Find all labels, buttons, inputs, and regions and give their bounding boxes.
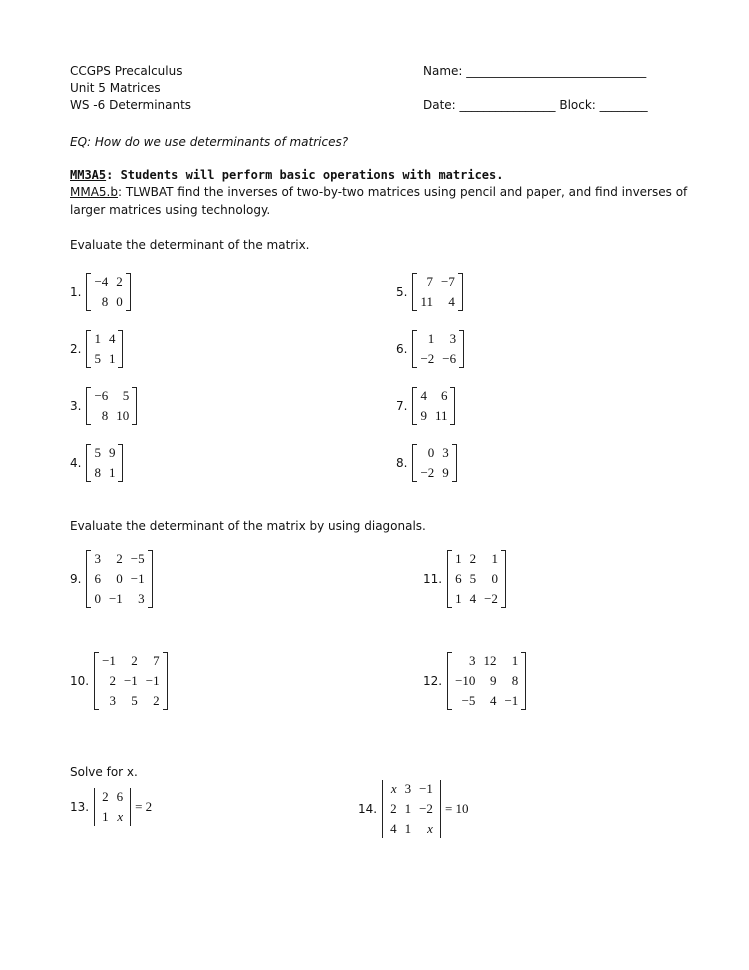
matrix-entry: 8: [94, 465, 101, 480]
standard-1-text: : Students will perform basic operations with matrices.: [106, 168, 504, 182]
matrix-entry: −2: [420, 465, 435, 480]
matrix-entry: 12: [483, 653, 497, 668]
problem-14: [358, 779, 469, 839]
matrix-entry: 6: [440, 388, 448, 403]
matrix-entry: 4: [469, 591, 477, 606]
matrix-entry: −10: [455, 673, 476, 688]
course-title: CCGPS Precalculus: [70, 64, 183, 78]
matrix-entry: 2: [153, 693, 160, 708]
matrix-entry: 2: [469, 551, 477, 566]
matrix-entry: 11: [420, 294, 433, 309]
matrix: [86, 386, 137, 426]
worksheet-title: WS -6 Determinants: [70, 98, 192, 112]
name-line: Name: ______________________________: [423, 64, 647, 78]
matrix-entry: −6: [442, 351, 457, 366]
standard-2-code: MMA5.b: [70, 185, 118, 199]
section-3-instructions: Solve for x.: [70, 765, 138, 779]
problem-13: [70, 787, 152, 827]
matrix-entry: 1: [455, 551, 462, 566]
matrix-entry: 4: [489, 693, 497, 708]
matrix-entry: 9: [442, 465, 449, 480]
equation-rhs: = 2: [135, 799, 153, 814]
matrix-entry: 11: [434, 408, 448, 423]
matrix: [86, 329, 123, 369]
matrix-entry: 3: [404, 781, 412, 796]
matrix-entry: −1: [123, 673, 138, 688]
matrix-entry: −1: [108, 591, 123, 606]
problem-11: [423, 549, 506, 609]
standard-2-text: : TLWBAT find the inverses of two-by-two matrices using pencil and paper, and find inverses of: [117, 185, 688, 199]
matrix-entry: 7: [153, 653, 160, 668]
matrix: [86, 272, 130, 312]
matrix-entry: −1: [145, 673, 160, 688]
matrix-entry: 2: [390, 801, 397, 816]
matrix-entry: 3: [468, 653, 476, 668]
matrix-entry: −1: [130, 571, 145, 586]
matrix-entry: 2: [131, 653, 138, 668]
problem-7: [396, 386, 455, 426]
header-left: [70, 63, 191, 114]
matrix-entry: 0: [491, 571, 498, 586]
matrix-entry: x: [117, 809, 124, 824]
matrix-entry: 2: [102, 789, 109, 804]
problem-number: 11.: [423, 572, 443, 586]
problem-number: 1.: [70, 285, 82, 299]
matrix-entry: −7: [440, 274, 455, 289]
matrix-entry: 0: [427, 445, 435, 460]
matrix-entry: 4: [420, 388, 427, 403]
matrix: [412, 272, 462, 312]
matrix-entry: 10: [116, 408, 130, 423]
problem-number: 3.: [70, 399, 82, 413]
standard-2: [70, 185, 687, 199]
problem-number: 9.: [70, 572, 82, 586]
matrix: [412, 386, 455, 426]
problem-number: 13.: [70, 800, 90, 814]
problem-2: [70, 329, 123, 369]
matrix-entry: 1: [102, 809, 109, 824]
matrix-entry: 1: [511, 653, 519, 668]
matrix-entry: 1: [404, 801, 412, 816]
matrix-entry: 3: [442, 445, 449, 460]
problem-number: 12.: [423, 674, 443, 688]
problem-1: [70, 272, 131, 312]
matrix-entry: 4: [390, 821, 397, 836]
determinant: [94, 787, 131, 827]
matrix-entry: 5: [122, 388, 130, 403]
matrix-entry: 8: [511, 673, 519, 688]
matrix-entry: 0: [94, 591, 101, 606]
problem-number: 14.: [358, 802, 378, 816]
matrix-entry: 1: [404, 821, 412, 836]
matrix-entry: 6: [116, 789, 124, 804]
problem-number: 7.: [396, 399, 408, 413]
matrix-entry: 4: [448, 294, 455, 309]
matrix: [447, 651, 526, 711]
matrix-entry: −1: [419, 781, 433, 796]
matrix-entry: 4: [108, 331, 116, 346]
problem-number: 8.: [396, 456, 408, 470]
matrix-entry: 8: [101, 408, 109, 423]
matrix: [86, 549, 152, 609]
matrix-entry: 3: [109, 693, 116, 708]
problem-6: [396, 329, 464, 369]
matrix-entry: 8: [101, 294, 109, 309]
matrix-entry: −6: [94, 388, 109, 403]
problem-12: [423, 651, 526, 711]
matrix-entry: 1: [455, 591, 462, 606]
matrix-entry: 5: [469, 571, 477, 586]
matrix-entry: −1: [102, 653, 116, 668]
matrix: [94, 651, 168, 711]
matrix-entry: −5: [130, 551, 145, 566]
matrix-entry: 2: [109, 673, 116, 688]
matrix-entry: 9: [420, 408, 427, 423]
matrix-entry: x: [427, 821, 433, 836]
matrix-entry: 5: [94, 445, 101, 460]
matrix-entry: 9: [108, 445, 116, 460]
problem-5: [396, 272, 463, 312]
matrix-entry: 2: [116, 274, 123, 289]
matrix: [447, 549, 506, 609]
unit-title: Unit 5 Matrices: [70, 81, 161, 95]
determinant: [382, 779, 441, 839]
matrix-entry: x: [390, 781, 397, 796]
problem-3: [70, 386, 137, 426]
matrix-entry: 1: [108, 351, 116, 366]
problem-number: 2.: [70, 342, 82, 356]
standard-1-code: MM3A5: [70, 168, 107, 182]
section-2-instructions: Evaluate the determinant of the matrix by using diagonals.: [70, 519, 426, 533]
matrix-entry: 3: [449, 331, 457, 346]
section-1-instructions: Evaluate the determinant of the matrix.: [70, 238, 310, 252]
matrix: [86, 443, 123, 483]
problem-number: 5.: [396, 285, 408, 299]
date-block-line: Date: ________________ Block: ________: [423, 98, 648, 112]
matrix: [412, 443, 456, 483]
essential-question: EQ: How do we use determinants of matrices?: [70, 135, 349, 149]
matrix-entry: 6: [94, 571, 101, 586]
matrix-entry: 9: [489, 673, 497, 688]
problem-9: [70, 549, 153, 609]
matrix-entry: 7: [426, 274, 433, 289]
matrix-entry: −4: [94, 274, 109, 289]
matrix-entry: −5: [461, 693, 476, 708]
problem-8: [396, 443, 457, 483]
matrix-entry: 5: [94, 351, 101, 366]
equation-rhs: = 10: [444, 801, 469, 816]
matrix-entry: 1: [427, 331, 435, 346]
matrix: [412, 329, 464, 369]
standard-1: [70, 168, 503, 182]
matrix-entry: 1: [94, 331, 101, 346]
matrix-entry: −2: [420, 351, 435, 366]
matrix-entry: 3: [94, 551, 101, 566]
matrix-entry: 1: [491, 551, 498, 566]
matrix-entry: 0: [116, 294, 123, 309]
matrix-entry: 5: [131, 693, 138, 708]
matrix-entry: −2: [484, 591, 498, 606]
matrix-entry: −1: [504, 693, 519, 708]
problem-number: 10.: [70, 674, 90, 688]
matrix-entry: 2: [116, 551, 123, 566]
problem-10: [70, 651, 168, 711]
matrix-entry: 6: [455, 571, 462, 586]
problem-4: [70, 443, 123, 483]
problem-number: 6.: [396, 342, 408, 356]
matrix-entry: 1: [108, 465, 116, 480]
standard-2-continued: larger matrices using technology.: [70, 203, 271, 217]
matrix-entry: 0: [116, 571, 123, 586]
matrix-entry: 3: [138, 591, 145, 606]
matrix-entry: −2: [419, 801, 433, 816]
problem-number: 4.: [70, 456, 82, 470]
